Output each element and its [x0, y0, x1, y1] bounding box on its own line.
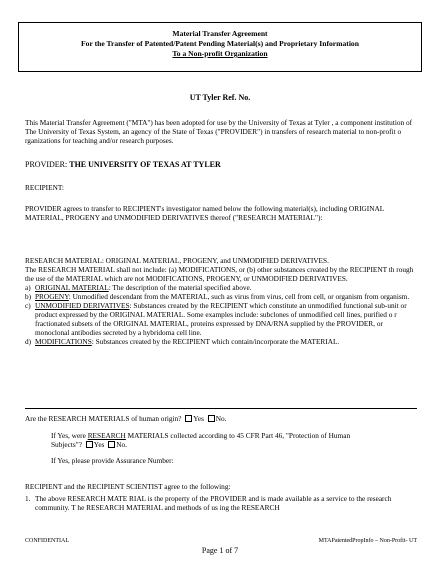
human-origin-no-checkbox[interactable]	[208, 415, 215, 422]
footer-document-id: MTAPatentedPropInfo – Non-Profit- UT	[318, 538, 417, 544]
cfr-question-underlined: RESEARCH	[87, 431, 126, 440]
clause-marker: 1.	[25, 494, 31, 503]
cfr-yes-label: Yes	[93, 440, 105, 449]
definition-marker: b)	[25, 292, 32, 301]
human-origin-yes-label: Yes	[193, 414, 204, 423]
clause-1	[25, 494, 417, 512]
definitions-list	[25, 283, 417, 346]
research-material-exclusions: The RESEARCH MATERIAL shall not include: (a) MODIFICATIONS, or (b) other substances created by the RECIPIENT th rough the use of the MATERIAL which are not MODIFICATIONS, PROGENY, or UNMODIFIED DERIVATIVES.	[25, 265, 414, 283]
definition-term: ORIGINAL MATERIAL	[35, 283, 109, 292]
cfr-question-prefix: If Yes, were	[51, 431, 88, 440]
agree-statement: RECIPIENT and the RECIPIENT SCIENTIST agree to the following:	[25, 482, 231, 491]
clause-text: The above RESEARCH MATE RIAL is the property of the PROVIDER and is made available as a service to the research community. T he RESEARCH MATERIAL and methods of us ing the RESEARCH	[35, 494, 392, 512]
recipient-label: RECIPIENT:	[25, 183, 64, 192]
definition-item	[25, 292, 417, 301]
clause-list	[25, 494, 417, 512]
cfr-no-checkbox[interactable]	[108, 441, 115, 448]
cfr-question-line-2	[51, 440, 417, 449]
human-origin-question	[25, 414, 417, 423]
human-origin-text: Are the RESEARCH MATERIALS of human origin?	[25, 414, 182, 423]
header-organization: To a Non-profit Organization	[172, 49, 268, 58]
footer-confidential: CONFIDENTIAL	[25, 538, 69, 544]
definition-term: PROGENY	[35, 292, 69, 301]
research-material-definition	[25, 256, 417, 346]
definition-marker: a)	[25, 283, 31, 292]
provider-agrees-paragraph: PROVIDER agrees to transfer to RECIPIENT's investigator named below the following material(s), including ORIGINAL MATERIAL, PROGENY and UNMODIFIED DERIVATIVES thereof ("RESEARCH MATERIAL"):	[25, 204, 384, 222]
header-subtitle: For the Transfer of Patented/Patent Pending Material(s) and Proprietary Information	[81, 39, 359, 48]
provider-name: THE UNIVERSITY OF TEXAS AT TYLER	[69, 160, 221, 169]
definition-text: : Unmodified descendant from the MATERIAL, such as virus from virus, cell from cell, or organism from organism.	[68, 292, 410, 301]
clause-item	[25, 494, 417, 512]
definition-item	[25, 301, 417, 337]
definition-item	[25, 283, 417, 292]
agreement-header-box	[18, 22, 422, 72]
definition-item	[25, 337, 417, 346]
ref-number-label: UT Tyler Ref. No.	[189, 93, 251, 102]
cfr-question	[51, 431, 417, 465]
definition-marker: c)	[25, 301, 31, 310]
human-origin-yes-checkbox[interactable]	[185, 415, 192, 422]
cfr-question-suffix: MATERIALS collected according to 45 CFR Part 46, "Protection of Human	[125, 431, 351, 440]
definition-term: MODIFICATIONS	[35, 337, 92, 346]
cfr-question-subjects: Subjects"?	[51, 440, 82, 449]
definition-text: : Substances created by the RECIPIENT which constitute an unmodified functional sub-unit or product expressed by the ORIGINAL MATERIAL. Some examples include: subclones of unmodified cell lines, purified o r fractionated subsets of the ORIGINAL MATERIAL, proteins expressed by DNA/RNA supplied by the PROVIDER, or monoclonal antibodies secreted by a hybridoma cell line.	[35, 301, 407, 337]
human-origin-no-label: No.	[215, 414, 227, 423]
cfr-yes-checkbox[interactable]	[86, 441, 93, 448]
provider-label: PROVIDER:	[25, 160, 68, 169]
research-material-heading: RESEARCH MATERIAL: ORIGINAL MATERIAL, PROGENY, and UNMODIFIED DERIVATIVES.	[25, 256, 329, 265]
section-divider	[25, 408, 417, 409]
definition-text: : Substances created by the RECIPIENT which contain/incorporate the MATERIAL.	[91, 337, 340, 346]
footer-page-number: Page 1 of 7	[201, 546, 239, 555]
intro-paragraph: This Material Transfer Agreement ("MTA") has been adopted for use by the University of Texas at Tyler , a component institution of The University of Texas System, an agency of the State of Texas ("PROVIDER") in transfers of research material to non-profit o rganizations for teaching and/or research purposes.	[25, 118, 413, 145]
assurance-number-label: If Yes, please provide Assurance Number:	[51, 456, 174, 465]
definition-term: UNMODIFIED DERIVATIVES	[35, 301, 130, 310]
header-title: Material Transfer Agreement	[172, 29, 268, 38]
definition-text: : The description of the material specified above.	[108, 283, 252, 292]
cfr-question-line	[51, 431, 417, 440]
provider-line	[25, 160, 417, 169]
definition-marker: d)	[25, 337, 32, 346]
cfr-no-label: No.	[116, 440, 127, 449]
